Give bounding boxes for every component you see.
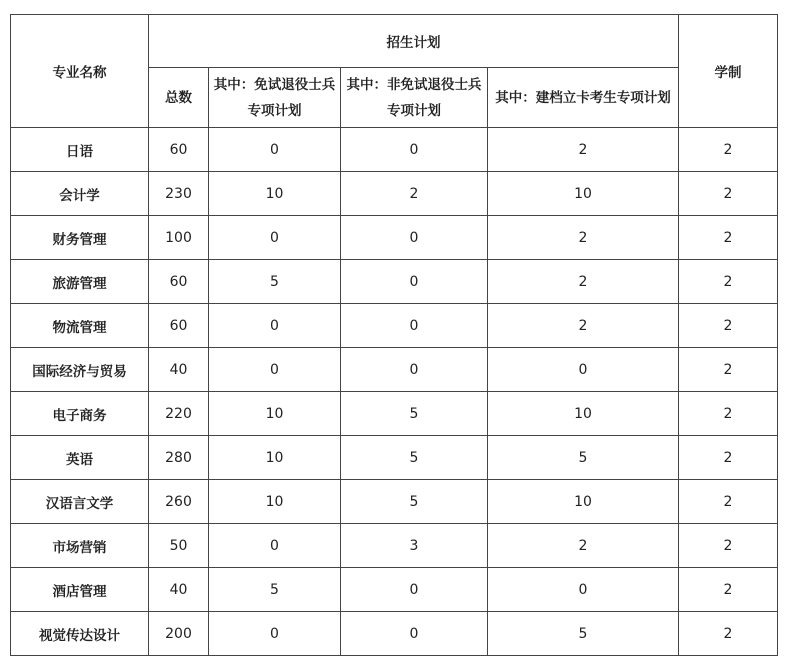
header-duration: 学制 <box>679 15 778 128</box>
table-row <box>11 480 778 524</box>
cell-veteran-non-exempt: 2 <box>341 172 488 216</box>
cell-poverty-special: 2 <box>488 216 679 260</box>
cell-duration: 2 <box>679 304 778 348</box>
table-row <box>11 612 778 656</box>
cell-veteran-exempt: 0 <box>209 304 341 348</box>
table-row <box>11 216 778 260</box>
cell-total: 50 <box>149 524 209 568</box>
cell-veteran-exempt: 0 <box>209 348 341 392</box>
cell-duration: 2 <box>679 128 778 172</box>
cell-major: 视觉传达设计 <box>11 612 149 656</box>
table-row <box>11 304 778 348</box>
cell-veteran-non-exempt: 0 <box>341 128 488 172</box>
table-row <box>11 524 778 568</box>
cell-veteran-exempt: 10 <box>209 172 341 216</box>
cell-duration: 2 <box>679 260 778 304</box>
table-row <box>11 392 778 436</box>
header-total: 总数 <box>149 68 209 128</box>
cell-major: 日语 <box>11 128 149 172</box>
table-row <box>11 348 778 392</box>
cell-veteran-exempt: 0 <box>209 524 341 568</box>
cell-veteran-non-exempt: 0 <box>341 568 488 612</box>
cell-poverty-special: 5 <box>488 436 679 480</box>
cell-veteran-exempt: 5 <box>209 260 341 304</box>
cell-major: 财务管理 <box>11 216 149 260</box>
cell-duration: 2 <box>679 172 778 216</box>
cell-veteran-exempt: 10 <box>209 392 341 436</box>
cell-veteran-exempt: 0 <box>209 216 341 260</box>
cell-veteran-exempt: 10 <box>209 480 341 524</box>
cell-total: 230 <box>149 172 209 216</box>
cell-veteran-non-exempt: 0 <box>341 260 488 304</box>
cell-major: 英语 <box>11 436 149 480</box>
header-enrollment-plan: 招生计划 <box>149 15 679 68</box>
header-veteran-non-exempt-label: 其中：非免试退役士兵专项计划 <box>346 76 482 119</box>
cell-veteran-non-exempt: 0 <box>341 348 488 392</box>
cell-total: 60 <box>149 304 209 348</box>
header-veteran-exempt-label: 其中：免试退役士兵专项计划 <box>213 76 336 119</box>
cell-duration: 2 <box>679 216 778 260</box>
header-veteran-non-exempt <box>341 68 488 128</box>
cell-duration: 2 <box>679 480 778 524</box>
cell-poverty-special: 2 <box>488 524 679 568</box>
cell-poverty-special: 10 <box>488 480 679 524</box>
cell-duration: 2 <box>679 348 778 392</box>
cell-veteran-non-exempt: 5 <box>341 436 488 480</box>
cell-duration: 2 <box>679 524 778 568</box>
header-major: 专业名称 <box>11 15 149 128</box>
cell-total: 200 <box>149 612 209 656</box>
cell-veteran-non-exempt: 0 <box>341 612 488 656</box>
cell-duration: 2 <box>679 612 778 656</box>
cell-major: 旅游管理 <box>11 260 149 304</box>
cell-poverty-special: 10 <box>488 392 679 436</box>
cell-major: 汉语言文学 <box>11 480 149 524</box>
table-row <box>11 260 778 304</box>
cell-poverty-special: 0 <box>488 568 679 612</box>
cell-veteran-exempt: 10 <box>209 436 341 480</box>
cell-poverty-special: 2 <box>488 260 679 304</box>
enrollment-plan-table-wrapper <box>10 14 778 656</box>
cell-poverty-special: 5 <box>488 612 679 656</box>
cell-duration: 2 <box>679 436 778 480</box>
cell-total: 40 <box>149 348 209 392</box>
cell-total: 40 <box>149 568 209 612</box>
cell-veteran-non-exempt: 5 <box>341 392 488 436</box>
cell-poverty-special: 10 <box>488 172 679 216</box>
cell-veteran-non-exempt: 0 <box>341 304 488 348</box>
table-row <box>11 172 778 216</box>
cell-total: 100 <box>149 216 209 260</box>
cell-major: 市场营销 <box>11 524 149 568</box>
cell-total: 60 <box>149 260 209 304</box>
cell-veteran-non-exempt: 5 <box>341 480 488 524</box>
cell-major: 物流管理 <box>11 304 149 348</box>
cell-poverty-special: 0 <box>488 348 679 392</box>
cell-total: 60 <box>149 128 209 172</box>
enrollment-plan-table <box>10 14 778 656</box>
cell-total: 220 <box>149 392 209 436</box>
table-row <box>11 128 778 172</box>
header-poverty-special-label: 其中：建档立卡考生专项计划 <box>495 89 671 106</box>
header-veteran-exempt <box>209 68 341 128</box>
cell-total: 280 <box>149 436 209 480</box>
cell-duration: 2 <box>679 568 778 612</box>
cell-veteran-non-exempt: 0 <box>341 216 488 260</box>
cell-duration: 2 <box>679 392 778 436</box>
cell-major: 电子商务 <box>11 392 149 436</box>
cell-veteran-exempt: 0 <box>209 612 341 656</box>
cell-veteran-non-exempt: 3 <box>341 524 488 568</box>
cell-major: 会计学 <box>11 172 149 216</box>
cell-major: 国际经济与贸易 <box>11 348 149 392</box>
header-poverty-special <box>488 68 679 128</box>
cell-total: 260 <box>149 480 209 524</box>
cell-poverty-special: 2 <box>488 128 679 172</box>
table-row <box>11 568 778 612</box>
table-row <box>11 436 778 480</box>
cell-veteran-exempt: 0 <box>209 128 341 172</box>
cell-veteran-exempt: 5 <box>209 568 341 612</box>
cell-poverty-special: 2 <box>488 304 679 348</box>
cell-major: 酒店管理 <box>11 568 149 612</box>
